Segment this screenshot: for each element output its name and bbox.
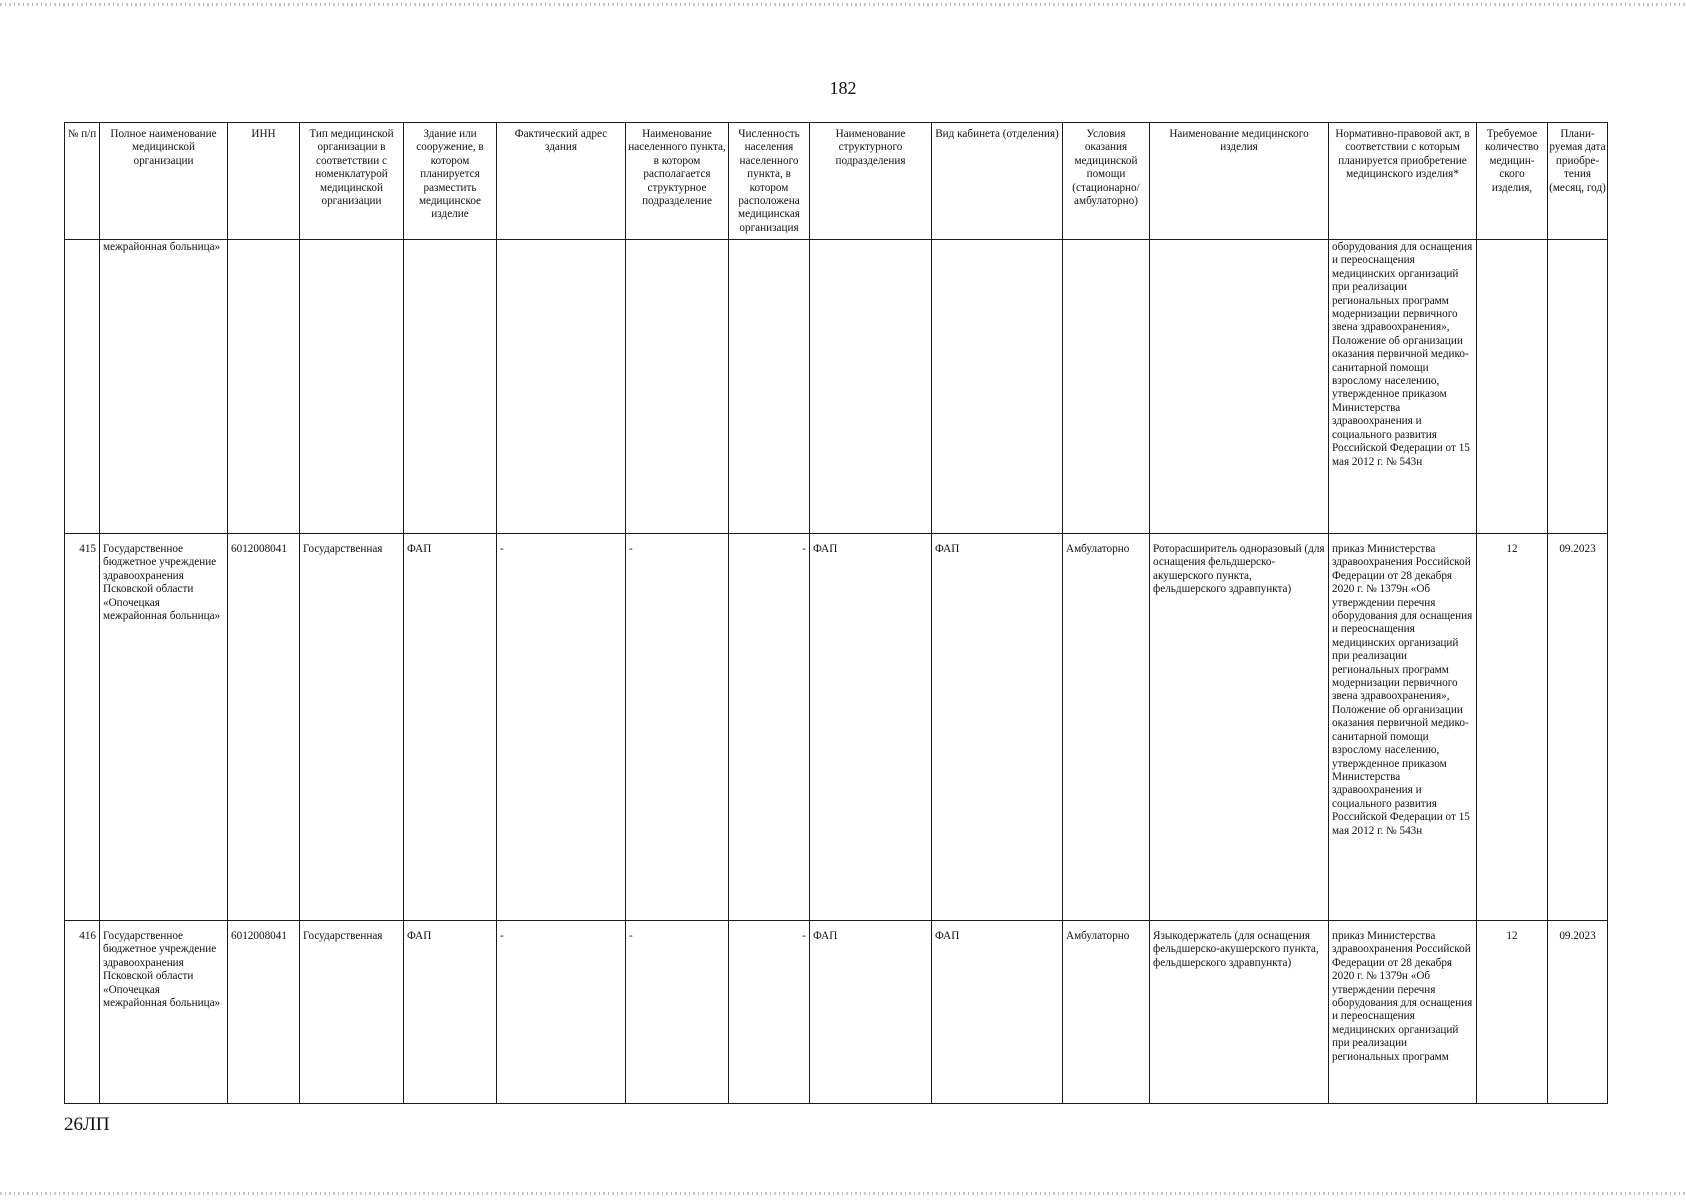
page-number: 182 <box>829 78 857 98</box>
header-settlement: Наименование населенного пункта, в котором располагается структурное подразделение <box>626 123 729 240</box>
cell-num: 415 <box>65 534 100 921</box>
cell-type: Государственная <box>300 534 404 921</box>
cell-num: 416 <box>65 921 100 1104</box>
cell-inn <box>228 240 300 534</box>
cell-type: Государственная <box>300 921 404 1104</box>
cell-org: Государственное бюджетное учреждение здравоохранения Псковской области «Опочецкая межрайонная больница» <box>100 921 228 1104</box>
table-row <box>65 921 1608 1104</box>
cell-conditions: Амбулаторно <box>1063 534 1150 921</box>
header-population: Численность населения населенного пункта, в котором расположена медицинская организация <box>729 123 810 240</box>
cell-settlement: - <box>626 921 729 1104</box>
cell-settlement: - <box>626 534 729 921</box>
header-legal-act: Нормативно-правовой акт, в соответствии с которым планируется приобретение медицинского изделия* <box>1329 123 1477 240</box>
cell-cabinet <box>932 240 1063 534</box>
header-building: Здание или сооружение, в котором планируется разместить медицинское изделие <box>404 123 497 240</box>
header-org-name: Полное наименование медицинской организации <box>100 123 228 240</box>
cell-device <box>1150 240 1329 534</box>
cell-address: - <box>497 534 626 921</box>
cell-quantity: 12 <box>1477 921 1548 1104</box>
cell-legal-act: оборудования для оснащения и переоснащения медицинских организаций при реализации региональных программ модернизации первичного звена здравоохранения», Положение об организации оказания первичной медико-санитарной помощи взрослому населению, утвержденное приказом Министерства здравоохранения и социального развития Российской Федерации от 15 мая 2012 г. № 543н <box>1329 240 1477 534</box>
cell-type <box>300 240 404 534</box>
cell-legal-act: приказ Министерства здравоохранения Российской Федерации от 28 декабря 2020 г. № 1379н «Об утверждении перечня оборудования для оснащения и переоснащения медицинских организаций при реализации региональных программ <box>1329 921 1477 1104</box>
header-cabinet: Вид кабинета (отделения) <box>932 123 1063 240</box>
cell-org: Государственное бюджетное учреждение здравоохранения Псковской области «Опочецкая межрайонная больница» <box>100 534 228 921</box>
cell-population: - <box>729 534 810 921</box>
cell-cabinet: ФАП <box>932 534 1063 921</box>
cell-quantity <box>1477 240 1548 534</box>
cell-population <box>729 240 810 534</box>
table-row <box>65 240 1608 534</box>
header-device: Наименование медицинского изделия <box>1150 123 1329 240</box>
cell-unit: ФАП <box>810 921 932 1104</box>
cell-conditions: Амбулаторно <box>1063 921 1150 1104</box>
cell-conditions <box>1063 240 1150 534</box>
cell-address <box>497 240 626 534</box>
cell-quantity: 12 <box>1477 534 1548 921</box>
header-unit: Наименование структурного подразделения <box>810 123 932 240</box>
cell-building: ФАП <box>404 534 497 921</box>
cell-date: 09.2023 <box>1548 921 1608 1104</box>
cell-building: ФАП <box>404 921 497 1104</box>
header-date: Плани-руемая дата приобре-тения (месяц, год) <box>1548 123 1608 240</box>
cell-cabinet: ФАП <box>932 921 1063 1104</box>
cell-legal-act: приказ Министерства здравоохранения Российской Федерации от 28 декабря 2020 г. № 1379н «Об утверждении перечня оборудования для оснащения и переоснащения медицинских организаций при реализации региональных программ модернизации первичного звена здравоохранения», Положение об организации оказания первичной медико-санитарной помощи взрослому населению, утвержденное приказом Министерства здравоохранения и социального развития Российской Федерации от 15 мая 2012 г. № 543н <box>1329 534 1477 921</box>
cell-date: 09.2023 <box>1548 534 1608 921</box>
scan-edge-top <box>0 3 1686 6</box>
cell-unit: ФАП <box>810 534 932 921</box>
cell-date <box>1548 240 1608 534</box>
cell-building <box>404 240 497 534</box>
cell-device: Языкодержатель (для оснащения фельдшерско-акушерского пункта, фельдшерского здравпункта) <box>1150 921 1329 1104</box>
header-org-type: Тип медицинской организации в соответствии с номенклатурой медицинской организации <box>300 123 404 240</box>
scan-edge-bottom <box>0 1192 1686 1195</box>
header-conditions: Условия оказания медицинской помощи (стационарно/ амбулаторно) <box>1063 123 1150 240</box>
footer-mark: 26ЛП <box>64 1114 110 1135</box>
table-row <box>65 534 1608 921</box>
cell-unit <box>810 240 932 534</box>
header-address: Фактический адрес здания <box>497 123 626 240</box>
table-header-row <box>65 123 1608 240</box>
cell-num <box>65 240 100 534</box>
header-number: № п/п <box>65 123 100 240</box>
cell-settlement <box>626 240 729 534</box>
cell-address: - <box>497 921 626 1104</box>
cell-population: - <box>729 921 810 1104</box>
equipment-table <box>64 122 1608 1104</box>
header-quantity: Требуемое количество медицин-ского изделия, <box>1477 123 1548 240</box>
cell-device: Роторасширитель одноразовый (для оснащения фельдшерско-акушерского пункта, фельдшерского здравпункта) <box>1150 534 1329 921</box>
header-inn: ИНН <box>228 123 300 240</box>
cell-inn: 6012008041 <box>228 921 300 1104</box>
cell-inn: 6012008041 <box>228 534 300 921</box>
cell-org: межрайонная больница» <box>100 240 228 534</box>
